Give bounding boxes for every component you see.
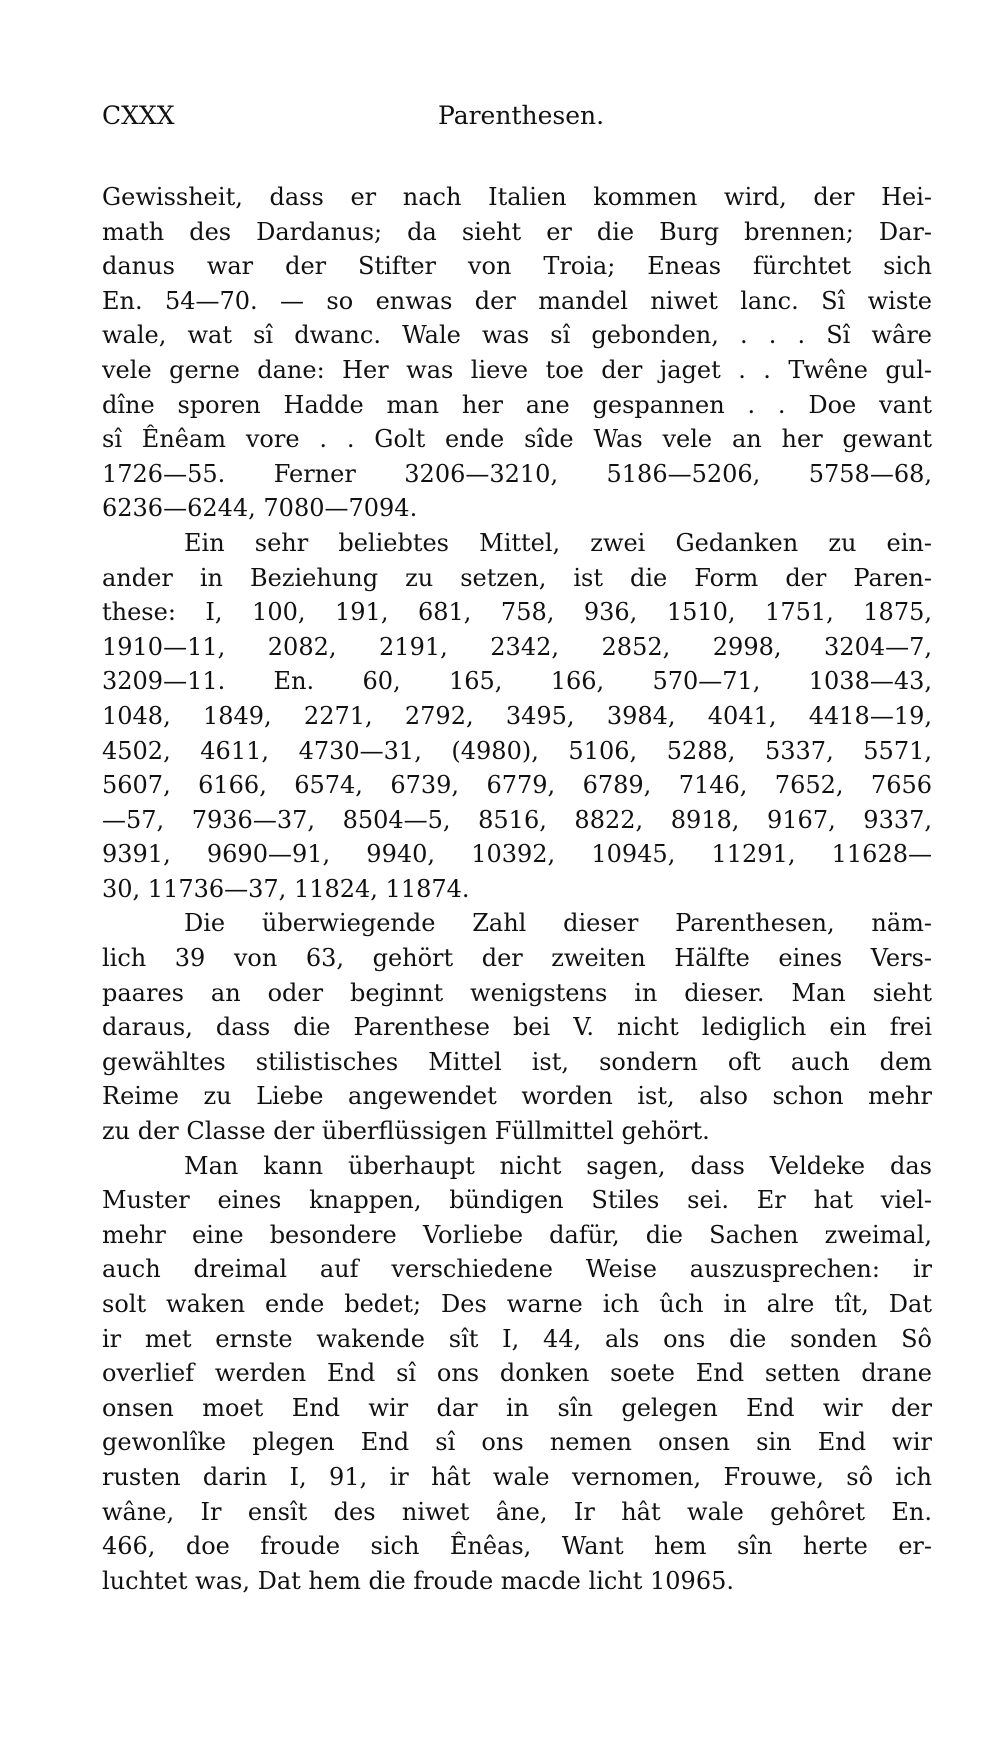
text-line: wale, wat sî dwanc. Wale was sî gebonden, . . . Sî wâre (102, 321, 932, 350)
text-line: Die überwiegende Zahl dieser Parenthesen, näm- (184, 909, 932, 938)
text-line: Reime zu Liebe angewendet worden ist, also schon mehr (102, 1082, 932, 1111)
text-line: luchtet was, Dat hem die froude macde licht 10965. (102, 1566, 734, 1595)
text-line: paares an oder beginnt wenigstens in dieser. Man sieht (102, 978, 932, 1007)
text-line: —57, 7936—37, 8504—5, 8516, 8822, 8918, 9167, 9337, (102, 805, 932, 834)
text-line: ir met ernste wakende sît I, 44, als ons die sonden Sô (102, 1324, 932, 1353)
text-line: 1048, 1849, 2271, 2792, 3495, 3984, 4041, 4418—19, (102, 701, 932, 730)
text-line: mehr eine besondere Vorliebe dafür, die Sachen zweimal, (102, 1220, 932, 1249)
text-line: rusten darin I, 91, ir hât wale vernomen, Frouwe, sô ich (102, 1462, 932, 1491)
text-line: 3209—11. En. 60, 165, 166, 570—71, 1038—43, (102, 667, 932, 696)
text-line: daraus, dass die Parenthese bei V. nicht lediglich ein frei (102, 1013, 932, 1042)
text-line: 9391, 9690—91, 9940, 10392, 10945, 11291, 11628— (102, 840, 932, 869)
paragraph-3 (102, 906, 932, 1148)
page-number: CXXX (102, 101, 175, 130)
text-line: 466, doe froude sich Ênêas, Want hem sîn herte er- (102, 1532, 932, 1561)
text-line: zu der Classe der überflüssigen Füllmittel gehört. (102, 1117, 710, 1146)
paragraph-1 (102, 180, 932, 526)
text-line: gewähltes stilistisches Mittel ist, sondern oft auch dem (102, 1047, 932, 1076)
text-line: Ein sehr beliebtes Mittel, zwei Gedanken zu ein- (184, 528, 932, 557)
text-line: auch dreimal auf verschiedene Weise auszusprechen: ir (102, 1255, 932, 1284)
text-line: sî Ênêam vore . . Golt ende sîde Was vele an her gewant (102, 425, 932, 454)
text-line: lich 39 von 63, gehört der zweiten Hälfte eines Vers- (102, 944, 932, 973)
body-text (102, 180, 932, 1598)
text-line: 1910—11, 2082, 2191, 2342, 2852, 2998, 3204—7, (102, 632, 932, 661)
text-line: wâne, Ir ensît des niwet âne, Ir hât wale gehôret En. (102, 1497, 932, 1526)
text-line: vele gerne dane: Her was lieve toe der jaget . . Twêne gul- (102, 355, 932, 384)
text-line: 30, 11736—37, 11824, 11874. (102, 874, 470, 903)
paragraph-4 (102, 1149, 932, 1599)
text-line: overlief werden End sî ons donken soete End setten drane (102, 1359, 932, 1388)
text-line: En. 54—70. — so enwas der mandel niwet lanc. Sî wiste (102, 286, 932, 315)
text-line: solt waken ende bedet; Des warne ich ûch in alre tît, Dat (102, 1290, 932, 1318)
text-line: Muster eines knappen, bündigen Stiles sei. Er hat viel- (102, 1186, 932, 1215)
text-line: 4502, 4611, 4730—31, (4980), 5106, 5288, 5337, 5571, (102, 736, 932, 765)
text-line: 1726—55. Ferner 3206—3210, 5186—5206, 5758—68, (102, 459, 932, 488)
running-title: Parenthesen. (438, 101, 605, 130)
text-line: math des Dardanus; da sieht er die Burg brennen; Dar- (102, 217, 932, 246)
text-line: these: I, 100, 191, 681, 758, 936, 1510, 1751, 1875, (102, 598, 932, 627)
text-line: danus war der Stifter von Troia; Eneas fürchtet sich (102, 252, 932, 281)
text-line: onsen moet End wir dar in sîn gelegen End wir der (102, 1393, 932, 1422)
text-line: ander in Beziehung zu setzen, ist die Form der Paren- (102, 563, 932, 592)
page-header (102, 98, 932, 134)
text-line: gewonlîke plegen End sî ons nemen onsen sin End wir (102, 1428, 932, 1457)
text-line: Man kann überhaupt nicht sagen, dass Veldeke das (184, 1151, 932, 1180)
text-line: Gewissheit, dass er nach Italien kommen wird, der Hei- (102, 183, 932, 211)
text-line: 5607, 6166, 6574, 6739, 6779, 6789, 7146, 7652, 7656 (102, 771, 932, 800)
paragraph-2 (102, 526, 932, 907)
text-line: dîne sporen Hadde man her ane gespannen . . Doe vant (102, 390, 932, 419)
text-line: 6236—6244, 7080—7094. (102, 494, 418, 523)
